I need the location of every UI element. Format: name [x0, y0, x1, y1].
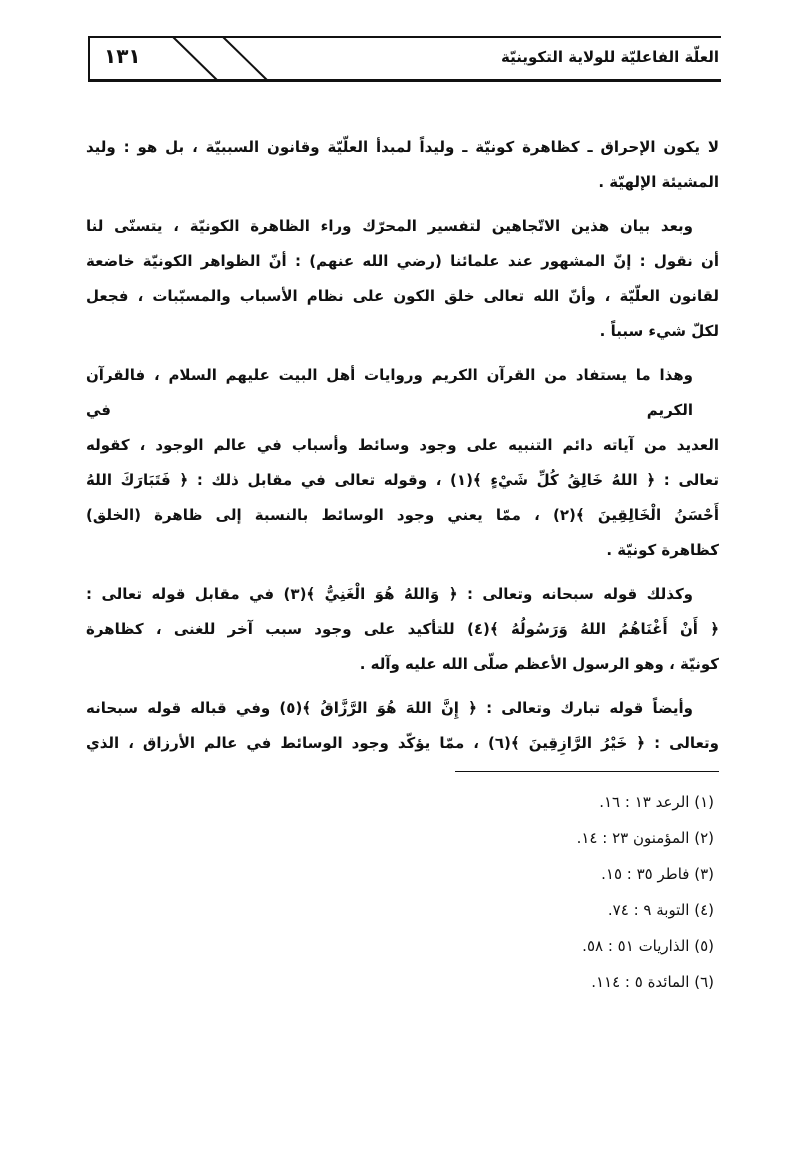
text-line: كظاهرة كونيّة .: [606, 541, 719, 559]
footnote-separator: [455, 771, 719, 772]
page-header: [88, 36, 721, 82]
footnote: (١) الرعد ١٣ : ١٦.: [599, 793, 714, 811]
text-line: ﴿ أَنْ أَغْنَاهُمُ اللهُ وَرَسُولُهُ ﴾(٤) للتأكيد على وجود سبب آخر للغنى ، كظاهرة: [86, 620, 719, 638]
footnote: (٤) التوبة ٩ : ٧٤.: [607, 901, 714, 919]
text-line: لقانون العلّيّة ، وأنّ الله تعالى خلق الكون على نظام الأسباب والمسبّبات ، فجعل: [86, 287, 719, 305]
footnote: (٢) المؤمنون ٢٣ : ١٤.: [576, 829, 714, 847]
footnotes: [419, 784, 719, 1000]
main-text: [86, 130, 719, 770]
text-line: وكذلك قوله سبحانه وتعالى : ﴿ وَاللهُ هُوَ الْغَنِيُّ ﴾(٣) في مقابل قوله تعالى :: [86, 585, 693, 603]
text-line: أن نقول : إنّ المشهور عند علمائنا (رضي الله عنهم) : أنّ الظواهر الكونيّة خاضعة: [86, 252, 719, 270]
paragraph: [86, 691, 719, 761]
text-line: وهذا ما يستفاد من القرآن الكريم وروايات أهل البيت عليهم السلام ، فالقرآن الكريم في: [86, 366, 693, 419]
text-line: كونيّة ، وهو الرسول الأعظم صلّى الله عليه وآله .: [359, 655, 719, 673]
footnote: (٣) فاطر ٣٥ : ١٥.: [601, 865, 714, 883]
footnote: (٥) الذاريات ٥١ : ٥٨.: [582, 937, 714, 955]
header-ornament: [88, 36, 328, 82]
text-line: العديد من آياته دائم التنبيه على وجود وسائط وأسباب في عالم الوجود ، كقوله: [86, 436, 719, 454]
text-line: وتعالى : ﴿ خَيْرُ الرَّازِقِينَ ﴾(٦) ، ممّا يؤكّد وجود الوسائط في عالم الأرزاق ، الذي: [86, 734, 719, 752]
text-line: وأيضاً قوله تبارك وتعالى : ﴿ إِنَّ اللهَ هُوَ الرَّزَّاقُ ﴾(٥) وفي قباله قوله سبحانه: [86, 699, 693, 717]
running-title: العلّة الفاعليّة للولاية التكوينيّة: [501, 48, 719, 66]
text-line: أَحْسَنُ الْخَالِقِينَ ﴾(٢) ، ممّا يعني وجود الوسائط بالنسبة إلى ظاهرة (الخلق): [86, 506, 719, 524]
text-line: لا يكون الإحراق ـ كظاهرة كونيّة ـ وليداً لمبدأ العلّيّة وقانون السببيّة ، بل هو : وليد: [86, 138, 719, 156]
footnote: (٦) المائدة ٥ : ١١٤.: [591, 973, 714, 991]
paragraph: [86, 358, 719, 568]
page-number: ١٣١: [104, 44, 141, 68]
paragraph: [86, 577, 719, 682]
paragraph: [86, 209, 719, 349]
paragraph: [86, 130, 719, 200]
text-line: وبعد بيان هذين الاتّجاهين لتفسير المحرّك وراء الظاهرة الكونيّة ، يتسنّى لنا: [86, 217, 693, 235]
text-line: تعالى : ﴿ اللهُ خَالِقُ كُلِّ شَيْءٍ ﴾(١) ، وقوله تعالى في مقابل ذلك : ﴿ فَتَبَارَكَ اللهُ: [86, 471, 719, 489]
text-line: المشيئة الإلهيّة .: [598, 173, 719, 191]
text-line: لكلّ شيء سبباً .: [599, 322, 719, 340]
